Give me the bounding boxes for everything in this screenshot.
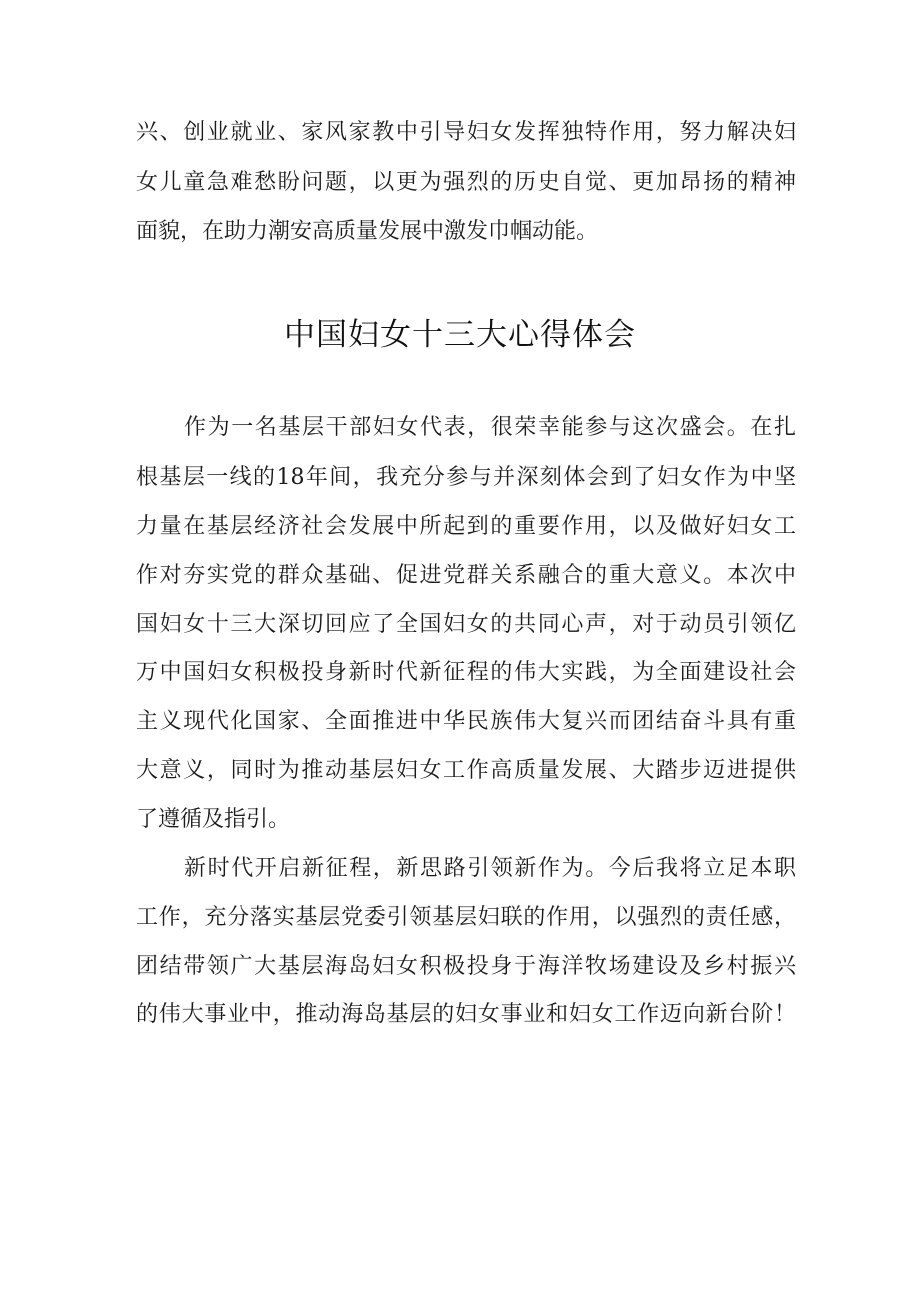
paragraph1-line-5: 国妇女十三大深切回应了全国妇女的共同心声，对于动员引领亿 (136, 612, 796, 637)
continuation-line-2: 女儿童急难愁盼问题，以更为强烈的历史自觉、更加昂扬的精神 (136, 170, 796, 195)
paragraph1-line-3: 力量在基层经济社会发展中所起到的重要作用，以及做好妇女工 (136, 514, 796, 539)
paragraph1-line-2: 根基层一线的18年间，我充分参与并深刻体会到了妇女作为中坚 (136, 465, 796, 490)
paragraph1-line-7: 主义现代化国家、全面推进中华民族伟大复兴而团结奋斗具有重 (136, 709, 796, 734)
document-title: 中国妇女十三大心得体会 (284, 317, 636, 353)
paragraph1-line-4: 作对夯实党的群众基础、促进党群关系融合的重大意义。本次中 (136, 563, 796, 588)
paragraph1-line-6: 万中国妇女积极投身新时代新征程的伟大实践，为全面建设社会 (136, 660, 796, 685)
paragraph1-line-8: 大意义，同时为推动基层妇女工作高质量发展、大踏步迈进提供 (136, 758, 796, 783)
paragraph2-line-1: 新时代开启新征程，新思路引领新作为。今后我将立足本职 (184, 856, 796, 881)
paragraph1-line-1: 作为一名基层干部妇女代表，很荣幸能参与这次盛会。在扎 (184, 415, 796, 440)
paragraph2-line-3: 团结带领广大基层海岛妇女积极投身于海洋牧场建设及乡村振兴 (136, 954, 796, 979)
continuation-line-3: 面貌，在助力潮安高质量发展中激发巾帼动能。 (136, 219, 599, 244)
paragraph2-line-4: 的伟大事业中，推动海岛基层的妇女事业和妇女工作迈向新台阶！ (136, 1002, 796, 1027)
paragraph2-line-2: 工作，充分落实基层党委引领基层妇联的作用，以强烈的责任感， (136, 905, 796, 930)
paragraph1-line-9: 了遵循及指引。 (136, 807, 291, 832)
continuation-line-1: 兴、创业就业、家风家教中引导妇女发挥独特作用，努力解决妇 (136, 120, 796, 145)
